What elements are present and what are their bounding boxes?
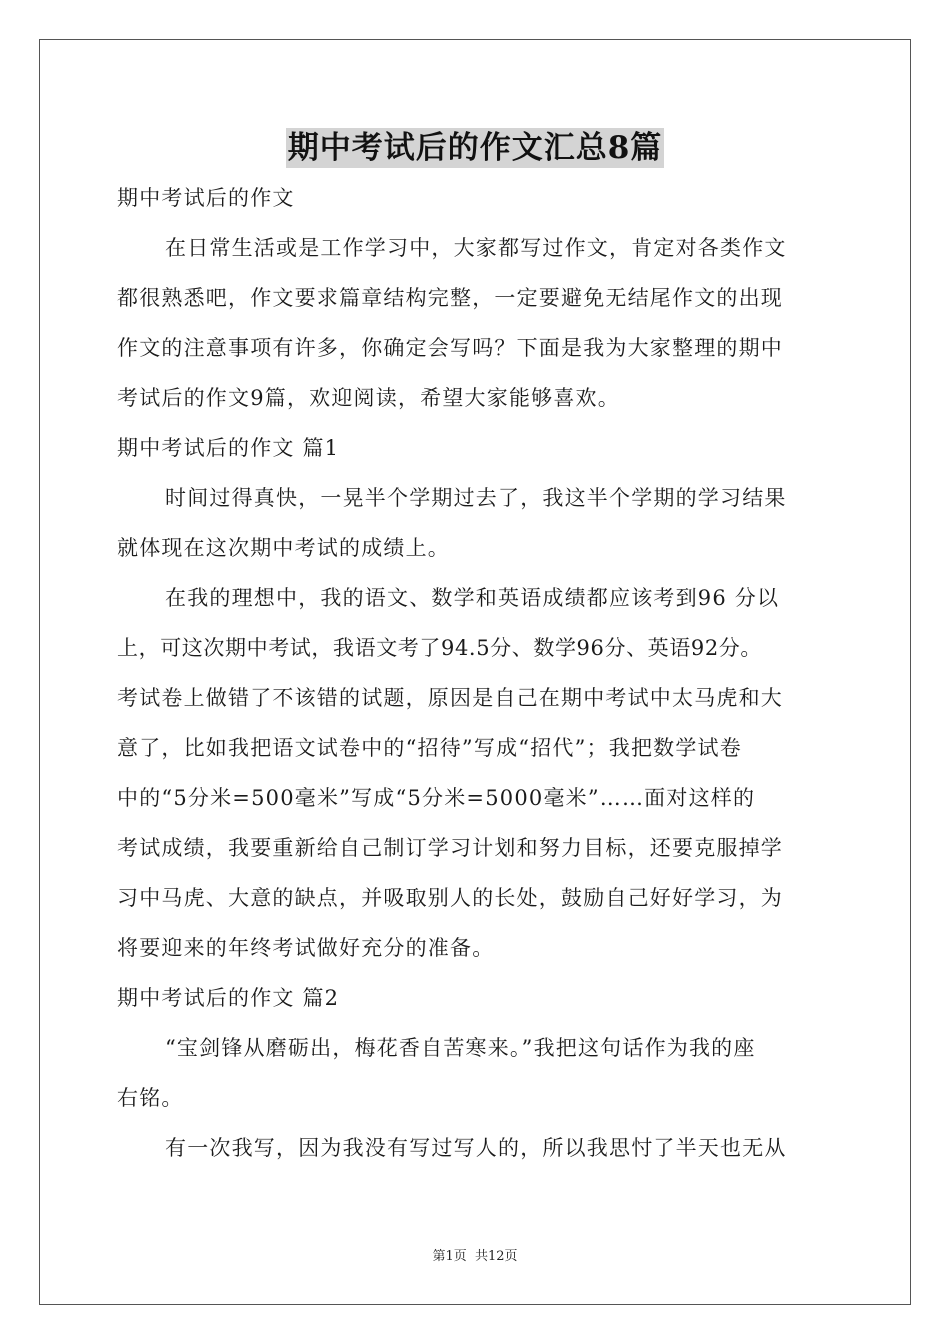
section-heading-1: 期中考试后的作文 篇1 <box>117 436 340 460</box>
page-footer <box>0 1248 950 1266</box>
paragraph-line: 右铭。 <box>117 1086 184 1110</box>
paragraph-line: 中的“5分米=500毫米”写成“5分米=5000毫米”……面对这样的 <box>117 786 756 810</box>
section-heading-intro: 期中考试后的作文 <box>117 186 295 210</box>
paragraph-line: 考试卷上做错了不该错的试题，原因是自己在期中考试中太马虎和大 <box>117 686 783 710</box>
paragraph-line: 时间过得真快，一晃半个学期过去了，我这半个学期的学习结果 <box>165 486 787 510</box>
paragraph-line: 作文的注意事项有许多，你确定会写吗？下面是我为大家整理的期中 <box>117 336 783 360</box>
page-number: 第1页 <box>432 1249 467 1264</box>
paragraph-line: 都很熟悉吧，作文要求篇章结构完整，一定要避免无结尾作文的出现 <box>117 286 783 310</box>
paragraph-line: 考试后的作文9篇，欢迎阅读，希望大家能够喜欢。 <box>117 386 620 410</box>
paragraph-line: 考试成绩，我要重新给自己制订学习计划和努力目标，还要克服掉学 <box>117 836 783 860</box>
paragraph-line: 习中马虎、大意的缺点，并吸取别人的长处，鼓励自己好好学习，为 <box>117 886 783 910</box>
paragraph-line: 上，可这次期中考试，我语文考了94.5分、数学96分、英语92分。 <box>117 636 762 660</box>
paragraph-line: 将要迎来的年终考试做好充分的准备。 <box>117 936 495 960</box>
document-title: 期中考试后的作文汇总8篇 <box>287 130 663 166</box>
title-container <box>0 128 950 168</box>
paragraph-line: 就体现在这次期中考试的成绩上。 <box>117 536 450 560</box>
paragraph-line: 在日常生活或是工作学习中，大家都写过作文，肯定对各类作文 <box>165 236 787 260</box>
page-total: 共12页 <box>474 1249 518 1264</box>
paragraph-line: “宝剑锋从磨砺出，梅花香自苦寒来。”我把这句话作为我的座 <box>165 1036 756 1060</box>
section-heading-2: 期中考试后的作文 篇2 <box>117 986 340 1010</box>
paragraph-line: 有一次我写，因为我没有写过写人的，所以我思忖了半天也无从 <box>165 1136 787 1160</box>
paragraph-line: 在我的理想中，我的语文、数学和英语成绩都应该考到96 分以 <box>165 586 780 610</box>
paragraph-line: 意了，比如我把语文试卷中的“招待”写成“招代”；我把数学试卷 <box>117 736 742 760</box>
page-border <box>39 39 911 1305</box>
